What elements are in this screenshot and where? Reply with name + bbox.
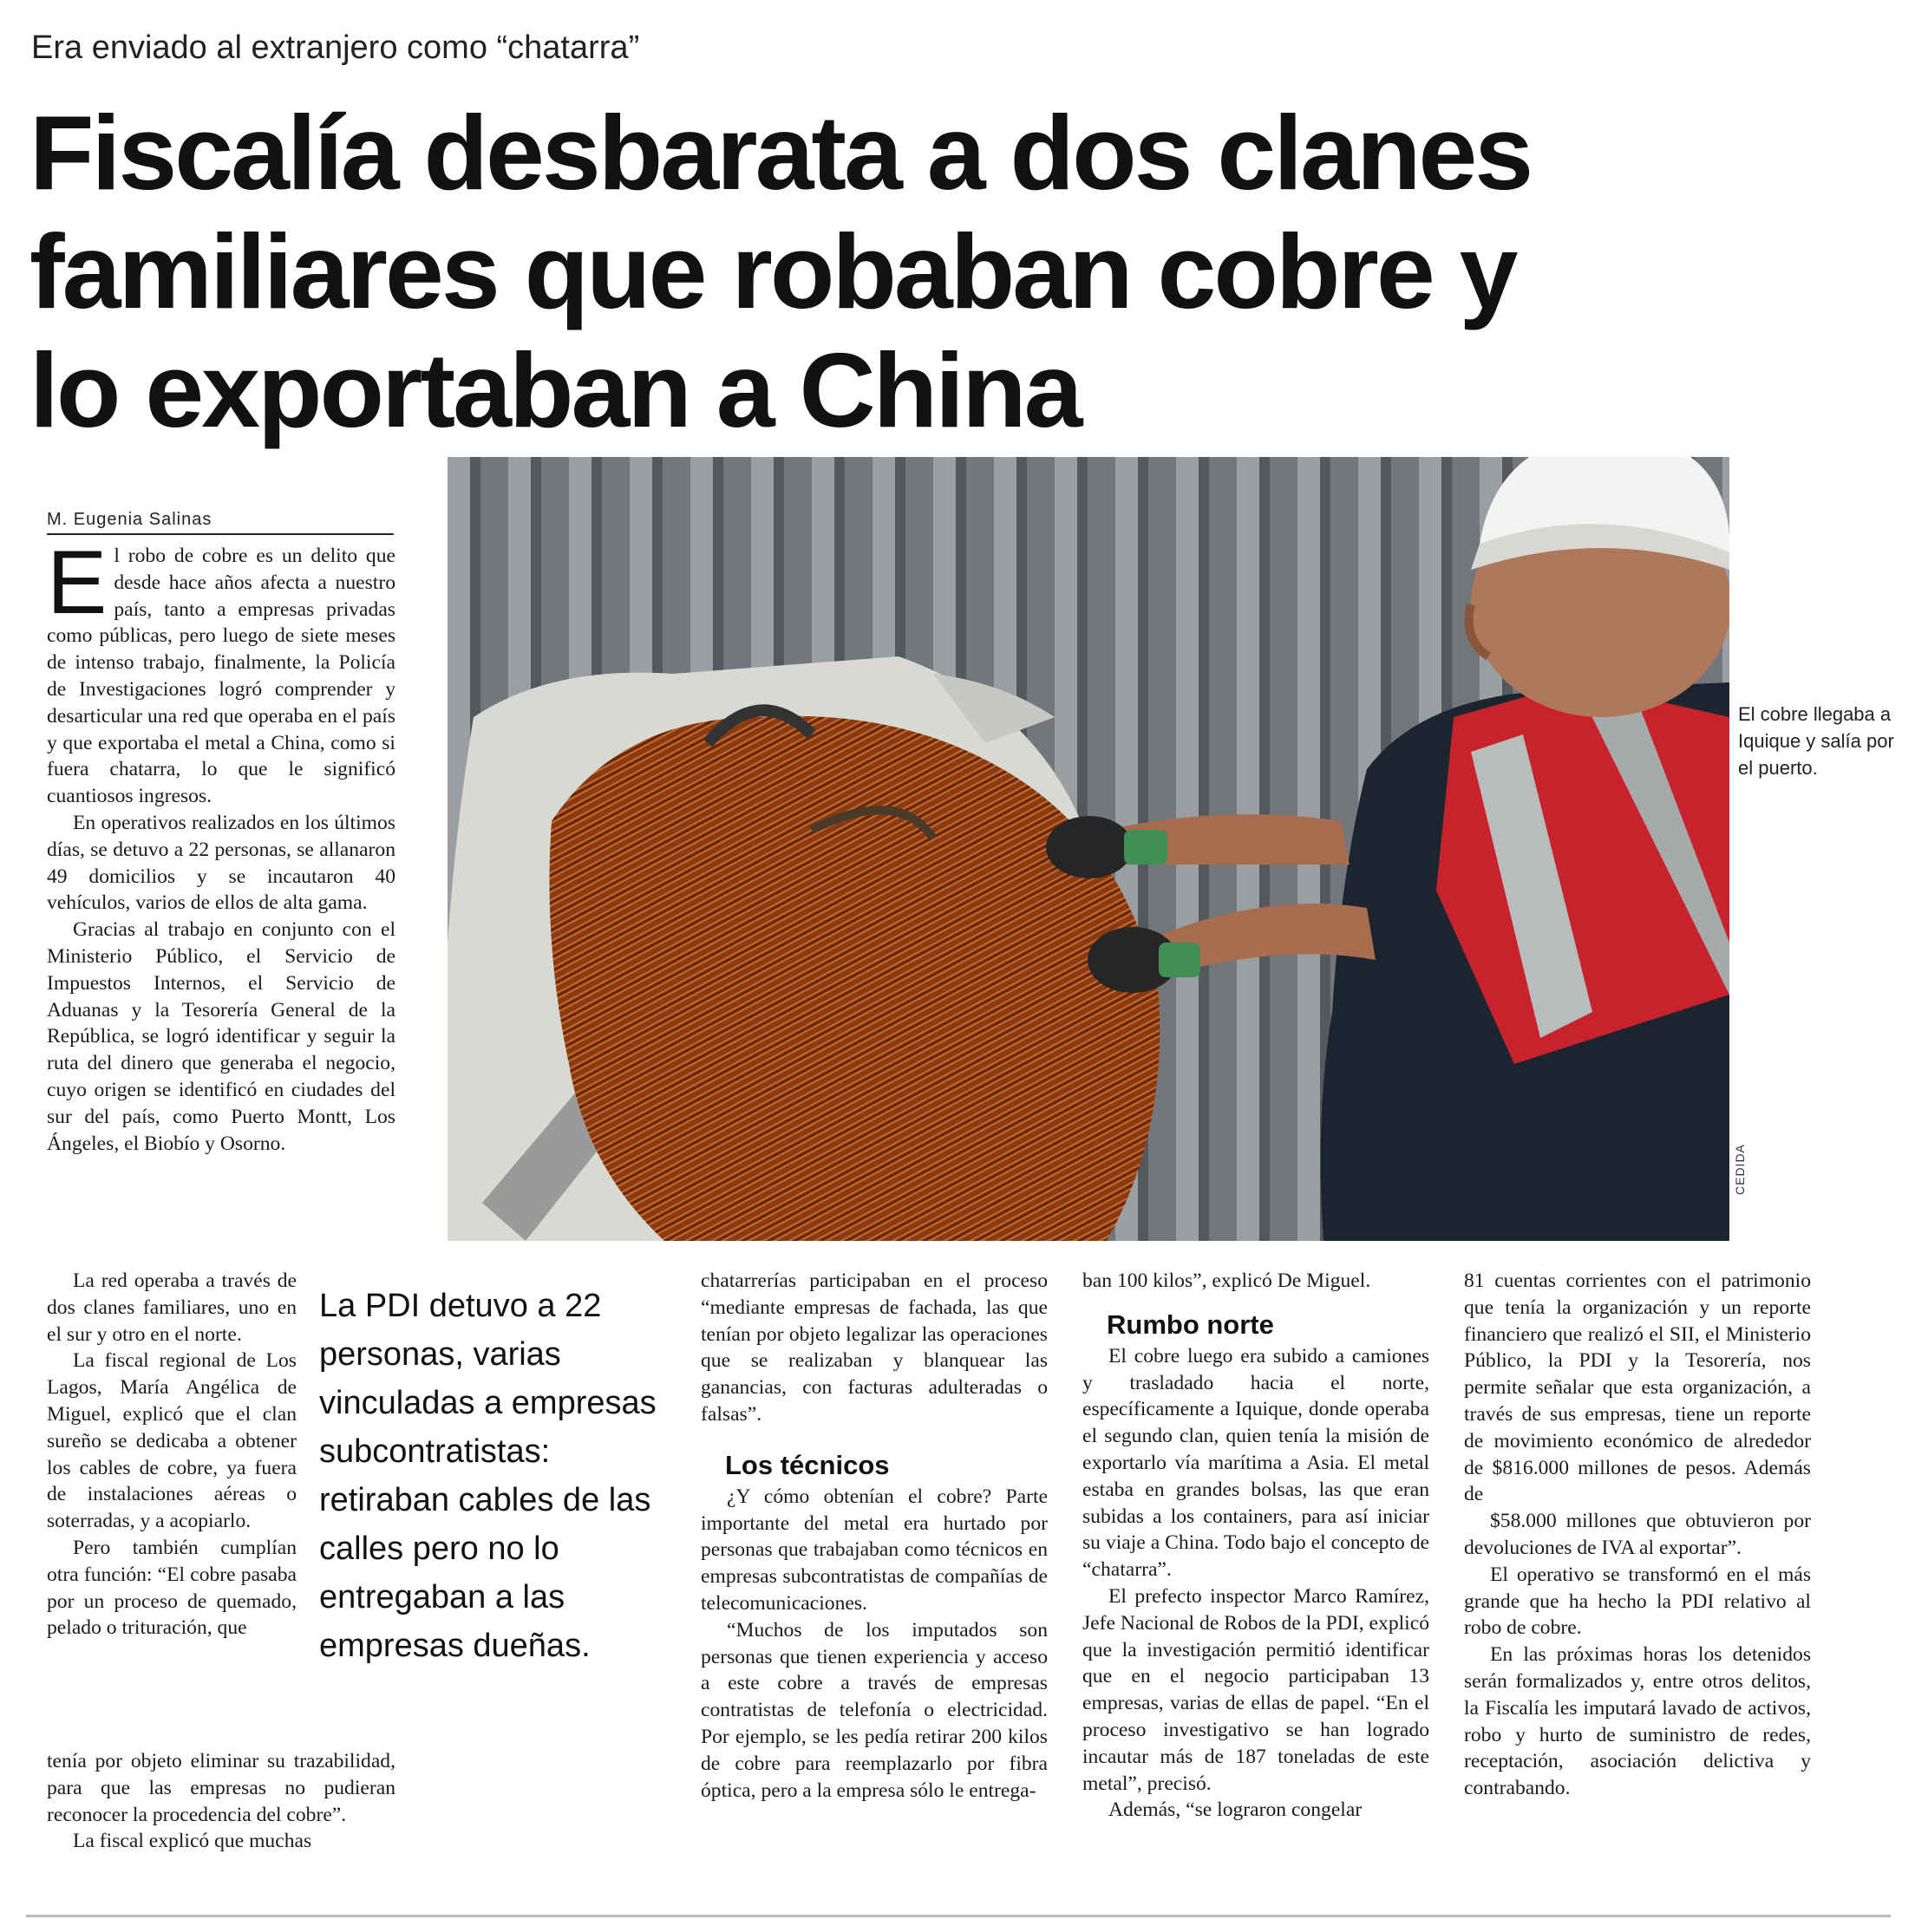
body-paragraph: ¿Y cómo obtenían el cobre? Parte importante del metal era hurtado por personas que trabajaban como técnicos en empresas subcontratistas de compañías de telecomunicaciones.	[701, 1485, 1048, 1615]
lead-paragraph	[47, 532, 395, 810]
body-paragraph: El operativo se transformó en el más grande que ha hecho la PDI relativo al robo de cobre.	[1464, 1563, 1811, 1640]
body-paragraph: El cobre luego era subido a camiones y trasladado hacia el norte, específicamente a Iquique, donde operaba el segundo clan, quien tenía la misión de exportarlo vía marítima a Asia. El metal estaba en grandes bolsas, las que eran subidas a los containers, para así iniciar su viaje a China. Todo bajo el concepto de “chatarra”.	[1082, 1344, 1429, 1582]
body-paragraph: El prefecto inspector Marco Ramírez, Jefe Nacional de Robos de la PDI, explicó que la investigación permitió identificar que en el negocio participaban 13 empresas, varias de ellas de papel. “En el proceso investigativo se han logrado incautar más de 187 toneladas de este metal”, precisó.	[1082, 1584, 1429, 1795]
subheading: Los técnicos	[725, 1449, 890, 1480]
headline-line: Fiscalía desbarata a dos clanes	[29, 94, 1532, 212]
body-paragraph: En operativos realizados en los últimos días, se detuvo a 22 personas, se allanaron 49 domicilios y se incautaron 40 vehículos, varios de ellos de alta gama.	[47, 811, 395, 915]
headline-line: familiares que robaban cobre y	[29, 212, 1516, 330]
body-paragraph: Gracias al trabajo en conjunto con el Ministerio Público, el Servicio de Impuestos Internos, el Servicio de Aduanas y la Tesorería General de la República, se logró identificar y seguir la ruta del dinero que generaba el negocio, cuyo origen se identificó en ciudades del sur del país, como Puerto Montt, Los Ángeles, el Biobío y Osorno.	[47, 918, 395, 1155]
article-byline: M. Eugenia Salinas	[47, 510, 394, 535]
bottom-rule	[26, 1915, 1891, 1917]
drop-cap: E	[47, 532, 108, 633]
body-paragraph: Pero también cumplían otra función: “El cobre pasaba por un proceso de quemado, pelado o trituración, que	[47, 1536, 297, 1640]
subheading: Rumbo norte	[1107, 1309, 1274, 1340]
article-column-1	[47, 532, 395, 1157]
lead-paragraph-text: l robo de cobre es un delito que desde hace años afecta a nuestro país, tanto a empresas privadas como públicas, pero luego de siete meses de intenso trabajo, finalmente, la Policía de Investigaciones logró comprender y desarticular una red que operaba en el país y que exportaba el metal a China, como si fuera chatarra, lo que le significó cuantiosos ingresos.	[47, 545, 395, 808]
article-column-1-bottom	[47, 1748, 395, 1855]
body-paragraph: “Muchos de los imputados son personas que tienen experiencia y acceso a este cobre a través de empresas contratistas de telefonía o electricidad. Por ejemplo, se les pedía retirar 200 kilos de cobre para reemplazarlo por fibra óptica, pero a la empresa sólo le entrega-	[701, 1618, 1048, 1802]
body-paragraph: Además, “se lograron congelar	[1108, 1798, 1363, 1822]
article-column-3	[1082, 1268, 1429, 1824]
article-kicker: Era enviado al extranjero como “chatarra”	[31, 29, 640, 66]
article-column-2	[701, 1268, 1048, 1804]
body-paragraph: En las próximas horas los detenidos serán formalizados y, entre otros delitos, la Fiscalía les imputará lavado de activos, robo y hurto de suministro de redes, receptación, asociación delictiva y contrabando.	[1464, 1643, 1811, 1800]
article-column-4	[1464, 1268, 1811, 1802]
body-paragraph: chatarrerías participaban en el proceso “mediante empresas de fachada, las que tenían por objeto legalizar las operaciones que se realizaban y blanquear las ganancias, con facturas adulteradas o falsas”.	[701, 1270, 1048, 1426]
photo-credit: CEDIDA	[1733, 1144, 1747, 1195]
pull-quote: La PDI detuvo a 22 personas, varias vinculadas a empresas subcontratistas: retiraban cables de las calles pero no lo entregaban a las empresas dueñas.	[319, 1288, 657, 1664]
body-paragraph: ban 100 kilos”, explicó De Miguel.	[1082, 1270, 1371, 1292]
article-column-1-narrow	[47, 1268, 297, 1642]
body-paragraph: La fiscal regional de Los Lagos, María Angélica de Miguel, explicó que el clan sureño se dedicaba a obtener los cables de cobre, ya fuera de instalaciones aéreas o soterradas, y a acopiarlo.	[47, 1349, 297, 1533]
body-paragraph: La fiscal explicó que muchas	[73, 1830, 312, 1853]
body-paragraph: $58.000 millones que obtuvieron por devoluciones de IVA al exportar”.	[1464, 1510, 1811, 1559]
article-photo	[448, 457, 1729, 1241]
body-paragraph: 81 cuentas corrientes con el patrimonio que tenía la organización y un reporte financiero que realizó el SII, el Ministerio Público, la PDI y la Tesorería, nos permite señalar que esta organización, a través de sus empresas, tiene un reporte de movimiento económico de alrededor de $816.000 millones de pesos. Además de	[1464, 1270, 1811, 1506]
article-headline	[29, 94, 1556, 450]
headline-line: lo exportaban a China	[29, 331, 1081, 449]
photo-caption: El cobre llegaba a Iquique y salía por el puerto.	[1738, 703, 1894, 779]
body-paragraph: La red operaba a través de dos clanes familiares, uno en el sur y otro en el norte.	[47, 1270, 297, 1346]
body-paragraph: tenía por objeto eliminar su trazabilidad, para que las empresas no pudieran reconocer la procedencia del cobre”.	[47, 1750, 395, 1826]
